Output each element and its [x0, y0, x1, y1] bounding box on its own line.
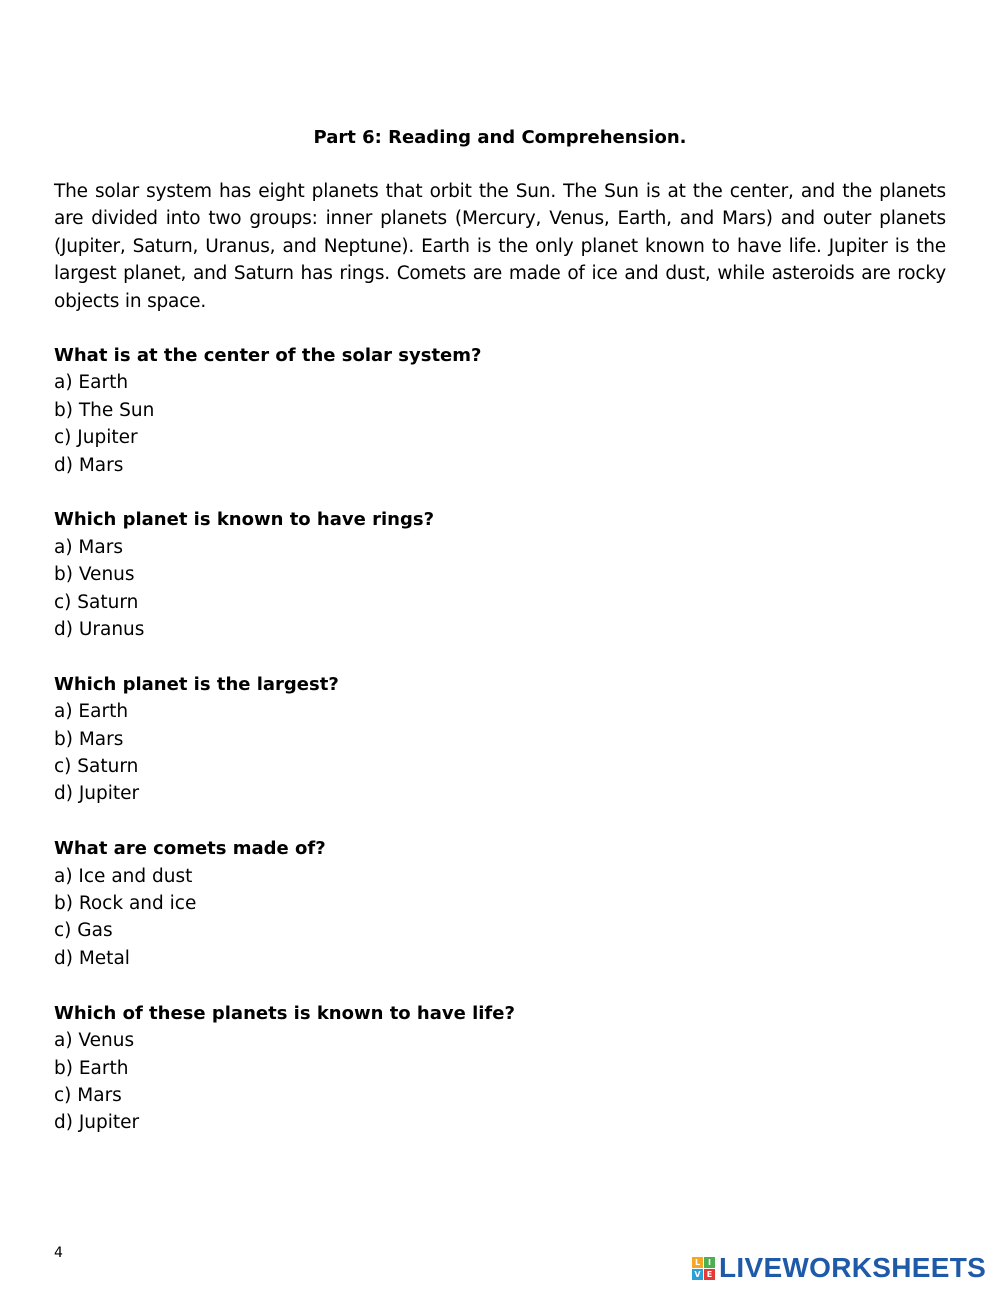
answer-option[interactable]: c) Mars [54, 1084, 122, 1106]
logo-square: L [692, 1257, 703, 1268]
logo-squares-icon [692, 1257, 715, 1280]
answer-option[interactable]: c) Saturn [54, 591, 139, 613]
question-text: What are comets made of? [54, 838, 326, 860]
answer-option[interactable]: c) Saturn [54, 756, 139, 778]
answer-option[interactable]: c) Jupiter [54, 427, 138, 449]
answer-option[interactable]: b) Earth [54, 1057, 129, 1079]
question-5 [54, 1000, 946, 1137]
question-4 [54, 835, 946, 972]
answer-option[interactable]: a) Mars [54, 536, 123, 558]
answer-option[interactable]: b) The Sun [54, 399, 155, 421]
question-text: Which planet is the largest? [54, 673, 339, 695]
page-number: 4 [54, 1245, 63, 1261]
brand-name: LIVEWORKSHEETS [719, 1252, 987, 1283]
answer-option[interactable]: d) Jupiter [54, 1112, 140, 1134]
answer-option[interactable]: b) Rock and ice [54, 893, 197, 915]
logo-square: V [692, 1269, 703, 1280]
page-title: Part 6: Reading and Comprehension. [313, 127, 687, 148]
question-list [54, 342, 946, 1164]
logo-square: I [704, 1257, 715, 1268]
answer-option[interactable]: a) Earth [54, 701, 129, 723]
answer-option[interactable]: b) Venus [54, 564, 135, 586]
reading-passage: The solar system has eight planets that orbit the Sun. The Sun is at the center, and the planets are divided into two groups: inner planets (Mercury, Venus, Earth, and Mars) and outer planets (Jupiter, Saturn, Uranus, and Neptune). Earth is the only planet known to have life. Jupiter is the largest planet, and Saturn has rings. Comets are made of ice and dust, while asteroids are rocky objects in space. [54, 181, 946, 312]
answer-option[interactable]: a) Ice and dust [54, 865, 193, 887]
question-3 [54, 671, 946, 808]
question-text: What is at the center of the solar system? [54, 345, 482, 366]
answer-option[interactable]: d) Uranus [54, 619, 145, 641]
logo-square: E [704, 1269, 715, 1280]
answer-option[interactable]: a) Venus [54, 1030, 135, 1052]
liveworksheets-logo [692, 1252, 986, 1284]
question-text: Which of these planets is known to have life? [54, 1002, 515, 1024]
answer-option[interactable]: a) Earth [54, 372, 129, 394]
question-1 [54, 342, 946, 479]
question-text: Which planet is known to have rings? [54, 509, 435, 531]
answer-option[interactable]: b) Mars [54, 728, 124, 750]
question-2 [54, 506, 946, 643]
answer-option[interactable]: c) Gas [54, 920, 113, 942]
answer-option[interactable]: d) Mars [54, 454, 124, 476]
answer-option[interactable]: d) Jupiter [54, 783, 140, 805]
answer-option[interactable]: d) Metal [54, 947, 130, 969]
